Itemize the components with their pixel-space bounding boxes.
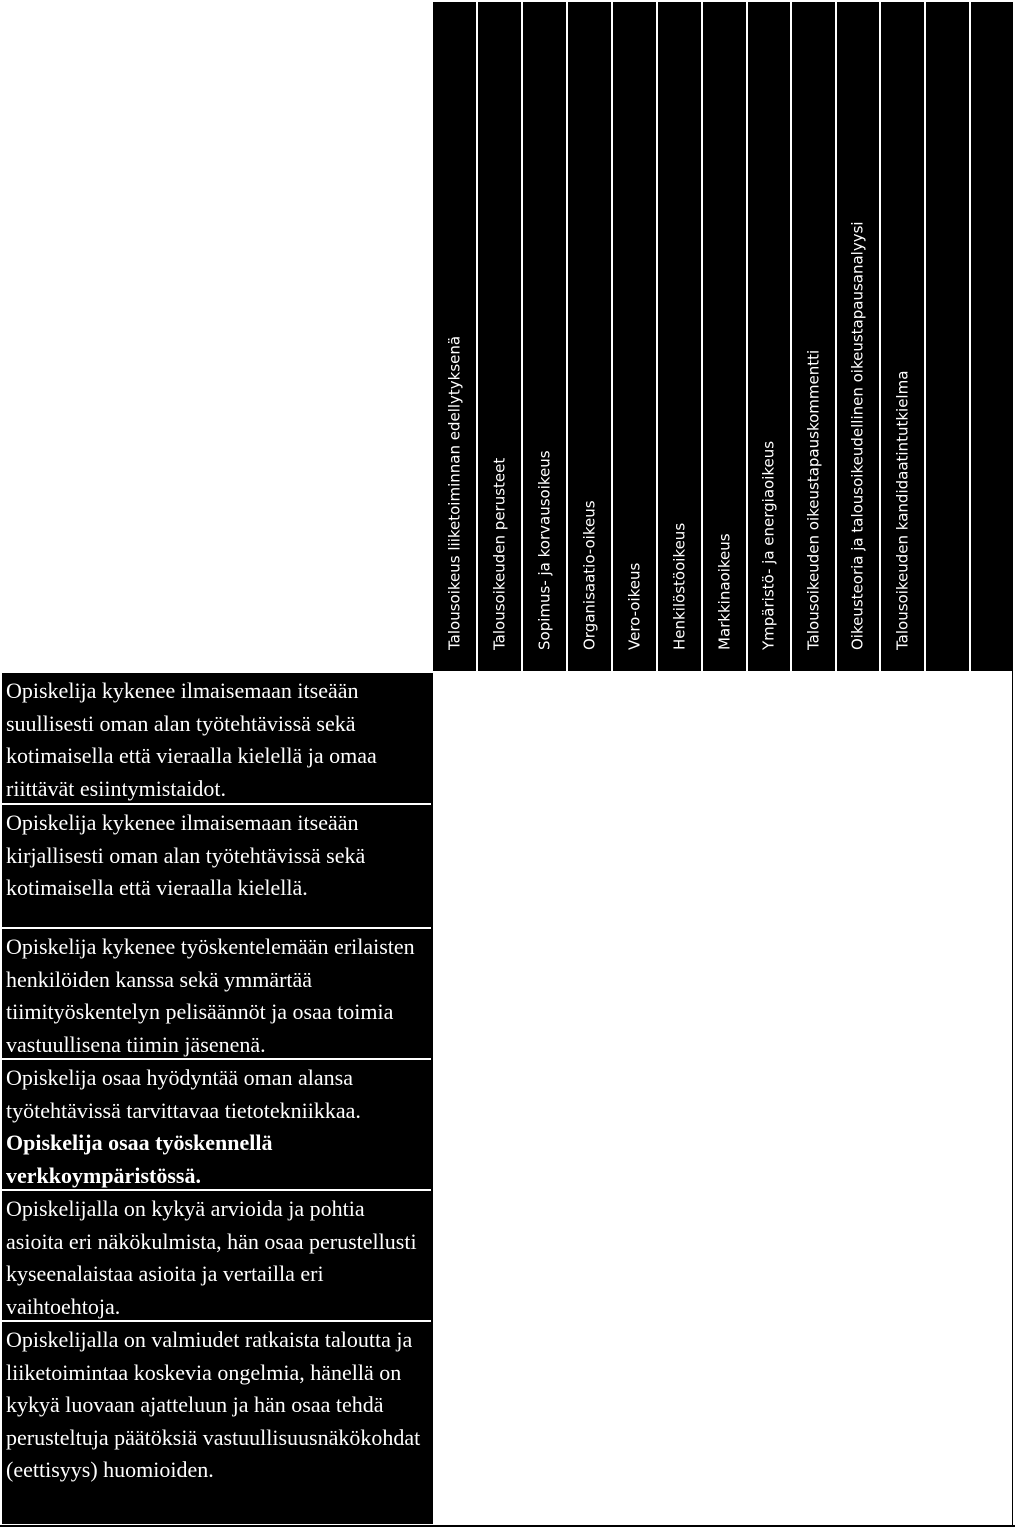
course-label: Ympäristö- ja energiaoikeus bbox=[759, 440, 778, 650]
course-label: Oikeusteoria ja talousoikeudellinen oikeustapausanalyysi bbox=[848, 221, 867, 650]
course-label: Talousoikeus liiketoiminnan edellytyksenä bbox=[445, 335, 463, 650]
outcome-row bbox=[2, 805, 431, 929]
course-column bbox=[701, 2, 746, 671]
course-label: Organisaatio-oikeus bbox=[580, 500, 598, 650]
outcome-bold-text: Opiskelija osaa työskennellä verkkoympäristössä. bbox=[6, 1130, 273, 1188]
course-column bbox=[790, 2, 835, 671]
outcome-text: Opiskelijalla on kykyä arvioida ja pohtia asioita eri näkökulmista, hän osaa perustellusti kyseenalaistaa asioita ja vertailla eri vaihtoehtoja. bbox=[6, 1196, 417, 1319]
course-label: Markkinaoikeus bbox=[715, 533, 733, 650]
course-column bbox=[433, 2, 476, 671]
outcome-row bbox=[2, 1322, 431, 1524]
course-column bbox=[746, 2, 790, 671]
course-label: Sopimus- ja korvausoikeus bbox=[535, 450, 553, 650]
outcome-row bbox=[2, 1191, 431, 1322]
course-label: Talousoikeuden perusteet bbox=[490, 457, 508, 650]
course-column bbox=[835, 2, 879, 671]
course-column bbox=[611, 2, 656, 671]
course-column bbox=[879, 2, 924, 671]
course-column bbox=[969, 2, 1013, 671]
outcome-text: Opiskelija kykenee työskentelemään erilaisten henkilöiden kanssa sekä ymmärtää tiimityöskentelyn pelisäännöt ja osaa toimia vastuullisena tiimin jäsenenä. bbox=[6, 934, 415, 1057]
outcome-row bbox=[2, 929, 431, 1060]
outcome-row bbox=[2, 673, 431, 805]
matrix-area bbox=[431, 671, 1013, 1526]
outcome-text: Opiskelija osaa hyödyntää oman alansa työtehtävissä tarvittavaa tietotekniikkaa. bbox=[6, 1065, 361, 1123]
course-column bbox=[476, 2, 521, 671]
course-column bbox=[924, 2, 969, 671]
course-column bbox=[521, 2, 566, 671]
course-label: Talousoikeuden oikeustapauskommentti bbox=[804, 349, 822, 650]
course-header bbox=[433, 2, 1013, 671]
table-bottom-border bbox=[0, 1525, 1015, 1527]
outcome-row bbox=[2, 1060, 431, 1191]
course-label: Henkilöstöoikeus bbox=[670, 522, 688, 650]
course-label: Talousoikeuden kandidaatintutkielma bbox=[893, 370, 911, 650]
outcome-text: Opiskelija kykenee ilmaisemaan itseään kirjallisesti oman alan työtehtävissä sekä kotimaisella että vieraalla kielellä. bbox=[6, 810, 366, 900]
course-column bbox=[566, 2, 611, 671]
learning-outcomes bbox=[2, 673, 433, 1524]
outcome-text: Opiskelijalla on valmiudet ratkaista taloutta ja liiketoimintaa koskevia ongelmia, hänellä on kykyä luovaan ajatteluun ja hän osaa tehdä perusteltuja päätöksiä vastuullisuusnäkökohdat (eettisyys) huomioiden. bbox=[6, 1327, 421, 1482]
course-column bbox=[656, 2, 701, 671]
outcome-text: Opiskelija kykenee ilmaisemaan itseään suullisesti oman alan työtehtävissä sekä kotimaisella että vieraalla kielellä ja omaa riittävät esiintymistaidot. bbox=[6, 678, 377, 801]
course-label: Vero-oikeus bbox=[625, 562, 643, 650]
